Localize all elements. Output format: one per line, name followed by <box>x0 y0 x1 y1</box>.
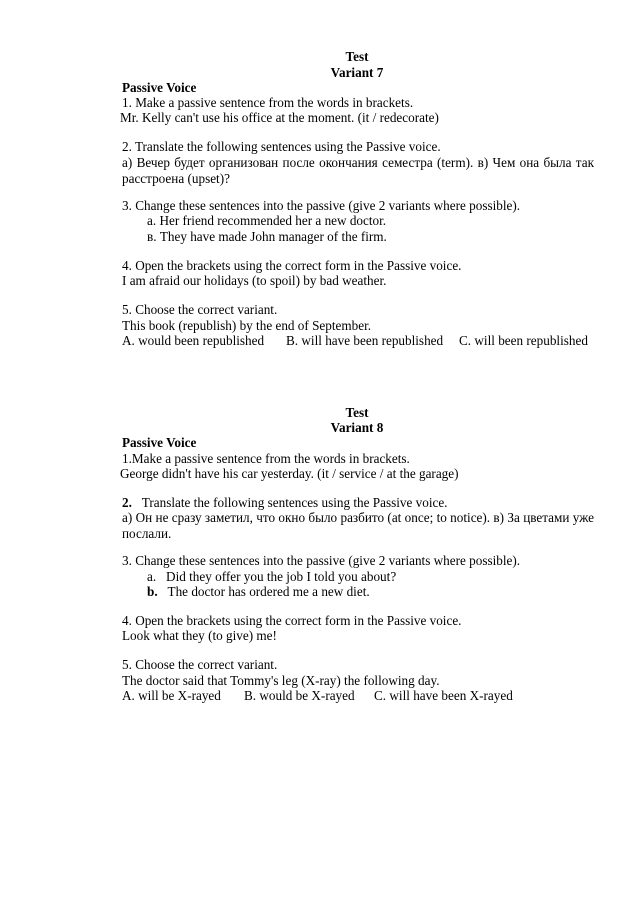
q3-instruction: 3. Change these sentences into the passive (give 2 variants where possible). <box>122 553 521 568</box>
q2-translation-text: а) Вечер будет организован после окончания семестра (term). в) Чем она была так расстроена (upset)? <box>122 155 594 186</box>
q3-instruction: 3. Change these sentences into the passive (give 2 variants where possible). <box>122 198 521 213</box>
variant-heading: Variant 7 <box>330 65 384 80</box>
q2-translation-text: а) Он не сразу заметил, что окно было разбито (at once; to notice). в) За цветами уже послали. <box>122 510 594 541</box>
q3-item-b-text: The doctor has ordered me a new diet. <box>167 584 370 599</box>
topic-heading: Passive Voice <box>122 80 197 95</box>
q3-item-a: а. Her friend recommended her a new doctor. <box>147 213 387 228</box>
q2-instruction-line <box>122 495 447 511</box>
q5-sentence: This book (republish) by the end of September. <box>122 318 372 333</box>
q5-sentence: The doctor said that Tommy's leg (X-ray) the following day. <box>122 673 440 688</box>
test-heading: Test <box>345 405 369 420</box>
q5-instruction: 5. Choose the correct variant. <box>122 302 278 317</box>
q5-option-c: C. will have been X-rayed <box>374 688 513 703</box>
q5-option-b: B. will have been republished <box>286 333 444 348</box>
q1-sentence: George didn't have his car yesterday. (it / service / at the garage) <box>120 466 459 481</box>
topic-heading: Passive Voice <box>122 435 197 450</box>
q3-item-b: в. They have made John manager of the firm. <box>147 229 387 244</box>
q5-option-a: A. would been republished <box>122 333 265 348</box>
q3-item-b-marker: b. <box>147 584 158 599</box>
q2-number: 2. <box>122 495 132 510</box>
q2-instruction: Translate the following sentences using the Passive voice. <box>141 495 448 510</box>
test-heading: Test <box>345 49 369 64</box>
q5-instruction: 5. Choose the correct variant. <box>122 657 278 672</box>
variant-heading: Variant 8 <box>330 420 384 435</box>
q4-instruction: 4. Open the brackets using the correct form in the Passive voice. <box>122 258 462 273</box>
q3-item-a-text: Did they offer you the job I told you about? <box>166 569 397 584</box>
q1-instruction: 1. Make a passive sentence from the words in brackets. <box>122 95 414 110</box>
q5-option-b: B. would be X-rayed <box>244 688 355 703</box>
q4-instruction: 4. Open the brackets using the correct form in the Passive voice. <box>122 613 462 628</box>
q1-instruction: 1.Make a passive sentence from the words in brackets. <box>122 451 410 466</box>
q4-sentence: I am afraid our holidays (to spoil) by bad weather. <box>122 273 387 288</box>
q2-instruction: 2. Translate the following sentences using the Passive voice. <box>122 139 441 154</box>
q5-option-a: A. will be X-rayed <box>122 688 221 703</box>
q1-sentence: Mr. Kelly can't use his office at the moment. (it / redecorate) <box>120 110 439 125</box>
q3-item-a-marker: a. <box>147 569 157 584</box>
q3-item-a <box>147 569 396 585</box>
q3-item-b <box>147 584 370 600</box>
q5-option-c: C. will been republished <box>459 333 588 348</box>
q4-sentence: Look what they (to give) me! <box>122 628 277 643</box>
